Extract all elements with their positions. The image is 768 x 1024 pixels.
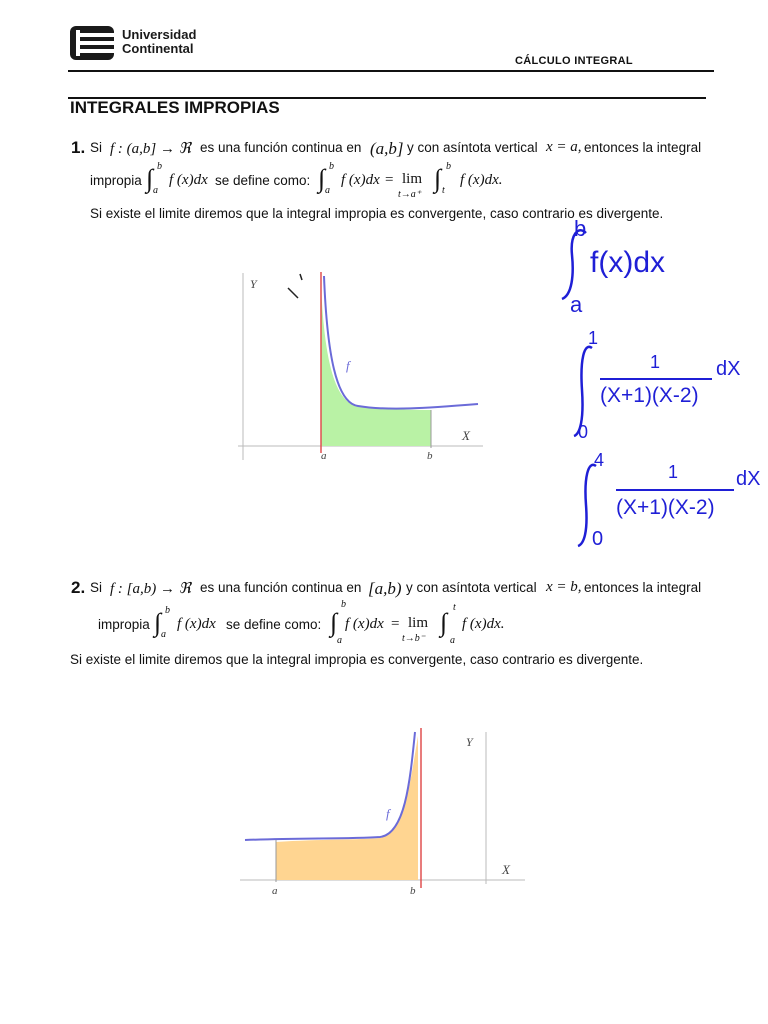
section-1-lim-sub: t→a⁺ xyxy=(398,189,422,200)
section-1-interval: (a,b] xyxy=(370,139,404,158)
section-2-text3: entonces la integral xyxy=(584,580,702,595)
f-label: f xyxy=(386,806,390,821)
section-1-conclusion: Si existe el limite diremos que la integral impropia es convergente, caso contrario es divergente. xyxy=(90,206,664,221)
logo-icon xyxy=(70,24,114,62)
section-2-lower-limit-2: a xyxy=(337,635,342,646)
section-1-integrand-2: f (x)dx xyxy=(341,172,380,188)
section-2-lower-limit: a xyxy=(161,629,166,640)
area-fill xyxy=(321,284,431,446)
curve xyxy=(324,276,478,409)
section-1-text2: y con asíntota vertical xyxy=(407,140,538,155)
ex3-denominator: (X+1)(X-2) xyxy=(616,496,715,519)
area-fill xyxy=(276,736,418,880)
logo-line-2: Continental xyxy=(122,41,194,56)
f-label: f xyxy=(346,358,350,373)
ex2-denominator: (X+1)(X-2) xyxy=(600,384,699,407)
ex2-numerator: 1 xyxy=(650,352,661,372)
section-2-lim: lim xyxy=(408,615,429,631)
section-1-function: f : (a,b] → ℜ xyxy=(110,141,191,157)
x-axis-label: X xyxy=(462,428,470,443)
integral-sign: ∫ xyxy=(330,608,338,637)
section-2-rhs-lower: a xyxy=(450,635,455,646)
section-2-text1: es una función continua en xyxy=(200,580,362,595)
section-2-asymptote: x = b, xyxy=(546,579,582,595)
section-2-equals: = xyxy=(391,616,400,632)
integral-sign: ∫ xyxy=(146,164,154,193)
section-2-integrand-2: f (x)dx xyxy=(345,616,384,632)
section-2-function: f : [a,b) → ℜ xyxy=(110,581,191,597)
ex3-dx: dX xyxy=(736,468,761,490)
ex3-numerator: 1 xyxy=(668,462,679,482)
section-2-upper-limit-2: b xyxy=(341,599,346,610)
section-2-upper-limit: b xyxy=(165,605,170,616)
graph-1 xyxy=(238,268,488,468)
section-2-rhs-integrand: f (x)dx. xyxy=(462,616,505,632)
section-2-si: Si xyxy=(90,580,103,595)
section-1-define: se define como: xyxy=(215,173,311,188)
section-1-lower-limit: a xyxy=(153,185,158,196)
section-2-impropia: impropia xyxy=(98,617,150,632)
section-1-upper-limit: b xyxy=(157,161,162,172)
section-2-lim-sub: t→b⁻ xyxy=(402,633,426,644)
y-axis-label: Y xyxy=(250,277,257,291)
section-1-text1: es una función continua en xyxy=(200,140,362,155)
ex1-upper: b xyxy=(574,216,587,241)
x-axis-label: X xyxy=(502,862,510,877)
y-axis-label: Y xyxy=(466,735,473,749)
a-label: a xyxy=(321,450,327,462)
section-1-rhs-upper: b xyxy=(446,161,451,172)
ex2-upper: 1 xyxy=(588,328,599,348)
section-2-text2: y con asíntota vertical xyxy=(406,580,537,595)
course-title: CÁLCULO INTEGRAL xyxy=(515,55,633,67)
pen-mark xyxy=(288,274,302,298)
ex2-dx: dX xyxy=(716,358,741,380)
section-1-rhs-lower: t xyxy=(442,185,445,196)
integral-sign: ∫ xyxy=(154,608,162,637)
logo-line-1: Universidad xyxy=(122,27,197,42)
graph-2 xyxy=(240,722,530,897)
section-2-conclusion: Si existe el limite diremos que la integral impropia es convergente, caso contrario es divergente. xyxy=(70,652,644,667)
ex2-fraction-bar xyxy=(600,378,712,380)
ex1-lower: a xyxy=(570,292,583,317)
section-1-lim: lim xyxy=(402,171,423,187)
section-2-number: 2. xyxy=(71,578,86,597)
ex3-upper: 4 xyxy=(594,450,605,470)
b-label: b xyxy=(427,450,433,462)
page-title: INTEGRALES IMPROPIAS xyxy=(70,98,280,117)
section-2-rhs-upper: t xyxy=(453,602,456,613)
section-1-rhs-integrand: f (x)dx. xyxy=(460,172,503,188)
b-label: b xyxy=(410,885,416,897)
university-logo xyxy=(70,24,197,62)
curve xyxy=(245,732,415,840)
section-2-define: se define como: xyxy=(226,617,322,632)
section-1-si: Si xyxy=(90,140,103,155)
title-rule xyxy=(68,97,706,99)
section-1-asymptote: x = a, xyxy=(546,139,582,155)
integral-sign: ∫ xyxy=(434,164,442,193)
section-1-text3: entonces la integral xyxy=(584,140,702,155)
section-1-number: 1. xyxy=(71,138,86,157)
section-1-lower-limit-2: a xyxy=(325,185,330,196)
section-1-integrand: f (x)dx xyxy=(169,172,208,188)
section-2-interval: [a,b) xyxy=(368,579,402,598)
ex1-integrand: f(x)dx xyxy=(590,246,665,279)
section-2-integrand: f (x)dx xyxy=(177,616,216,632)
section-1-upper-limit-2: b xyxy=(329,161,334,172)
integral-sign: ∫ xyxy=(318,164,326,193)
a-label: a xyxy=(272,885,278,897)
section-1-impropia: impropia xyxy=(90,173,142,188)
section-1-equals: = xyxy=(385,172,394,188)
ex2-lower: 0 xyxy=(578,422,589,442)
integral-sign: ∫ xyxy=(440,608,448,637)
header-rule xyxy=(68,70,714,72)
ex3-lower: 0 xyxy=(592,528,604,550)
ex3-fraction-bar xyxy=(616,489,734,491)
